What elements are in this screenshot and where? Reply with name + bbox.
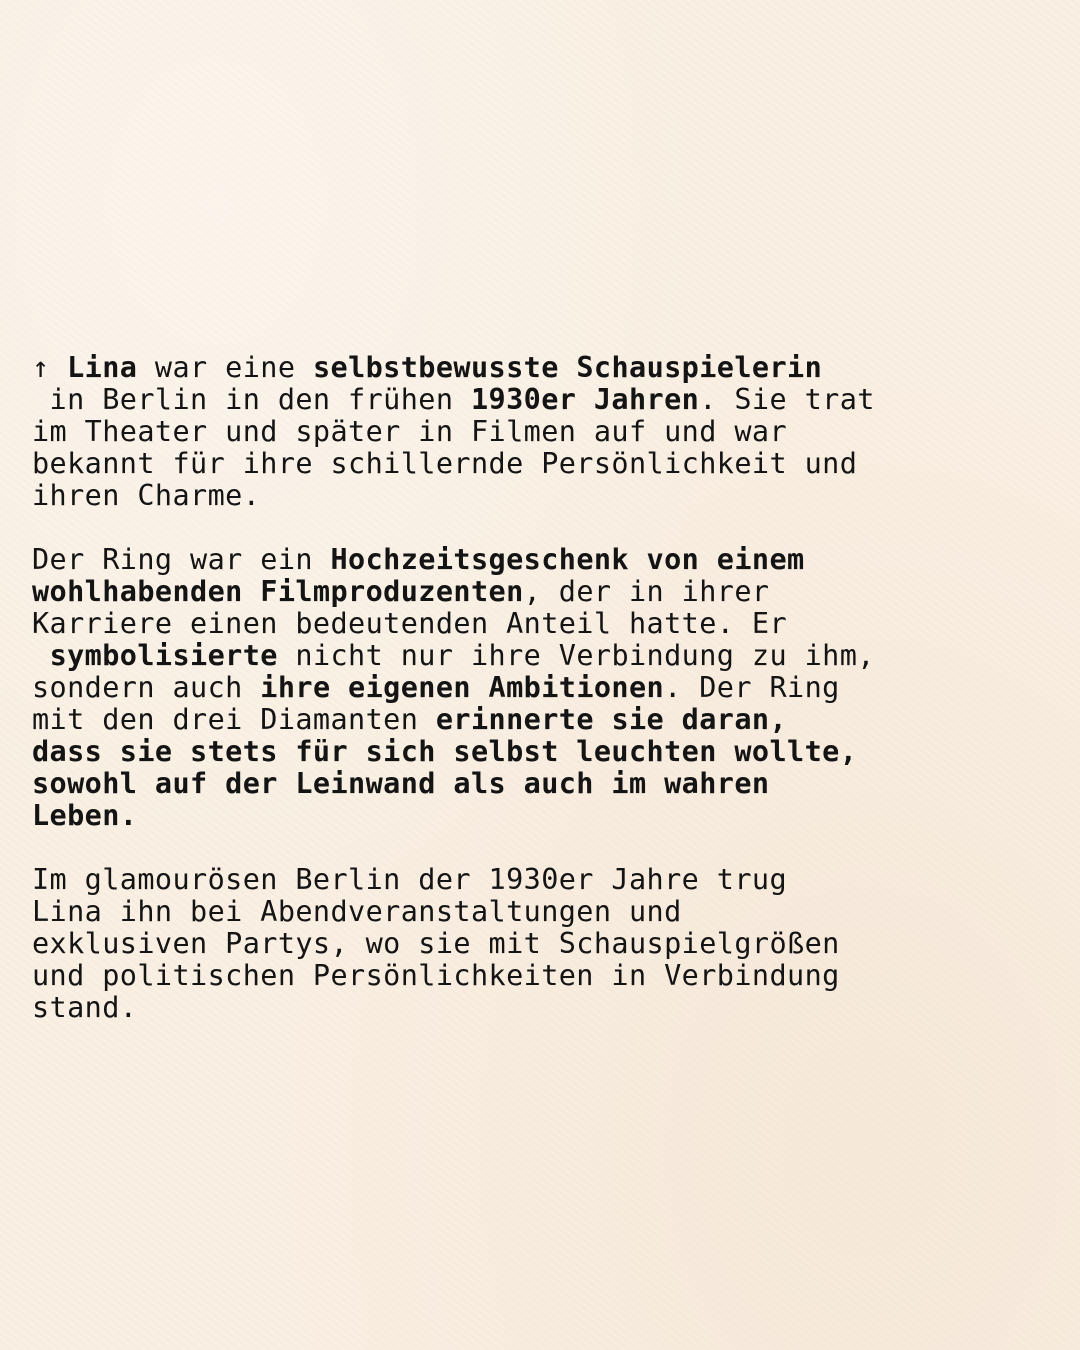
- text-run: . Sie trat: [699, 383, 875, 416]
- text-line: [32, 800, 1042, 832]
- text-run: und politischen Persönlichkeiten in Verbindung: [32, 959, 840, 992]
- text-line: [32, 992, 1042, 1024]
- paragraph-1: [32, 352, 1042, 512]
- text-run: mit den drei Diamanten: [32, 703, 436, 736]
- text-run: bekannt für ihre schillernde Persönlichkeit und: [32, 447, 858, 480]
- bold-text: erinnerte sie daran,: [435, 703, 788, 736]
- text-line: [32, 352, 1042, 384]
- text-line: [32, 384, 1042, 416]
- text-line: [32, 736, 1042, 768]
- bold-text: Lina: [67, 351, 138, 384]
- bold-text: Hochzeitsgeschenk von einem: [330, 543, 805, 576]
- bold-text: wohlhabenden Filmproduzenten: [32, 575, 524, 608]
- bold-text: sowohl auf der Leinwand als auch im wahren: [32, 767, 770, 800]
- bold-text: symbolisierte: [49, 639, 278, 672]
- text-run: Lina ihn bei Abendveranstaltungen und: [32, 895, 682, 928]
- text-line: [32, 576, 1042, 608]
- text-run: in Berlin in den frühen: [32, 383, 471, 416]
- text-line: [32, 480, 1042, 512]
- text-line: [32, 608, 1042, 640]
- text-line: [32, 896, 1042, 928]
- text-run: sondern auch: [32, 671, 261, 704]
- text-line: [32, 544, 1042, 576]
- text-line: [32, 960, 1042, 992]
- text-line: [32, 672, 1042, 704]
- bold-text: 1930er Jahren: [470, 383, 700, 416]
- story-text: [32, 352, 1042, 1056]
- text-run: stand.: [32, 991, 138, 1024]
- text-line: [32, 416, 1042, 448]
- bold-text: ihre eigenen Ambitionen: [260, 671, 665, 704]
- text-run: Karriere einen bedeutenden Anteil hatte. Er: [32, 607, 788, 640]
- text-line: [32, 864, 1042, 896]
- text-line: [32, 704, 1042, 736]
- text-run: im Theater und später in Filmen auf und war: [32, 415, 788, 448]
- text-run: . Der Ring: [664, 671, 840, 704]
- paragraph-3: [32, 864, 1042, 1024]
- bold-text: Leben.: [32, 799, 138, 832]
- text-line: [32, 448, 1042, 480]
- text-run: Im glamourösen Berlin der 1930er Jahre trug: [32, 863, 788, 896]
- text-run: ihren Charme.: [32, 479, 261, 512]
- text-line: [32, 640, 1042, 672]
- text-run: Der Ring war ein: [32, 543, 331, 576]
- text-line: [32, 768, 1042, 800]
- text-run: war eine: [137, 351, 313, 384]
- bold-text: selbstbewusste Schauspielerin: [312, 351, 823, 384]
- bold-text: dass sie stets für sich selbst leuchten wollte,: [32, 735, 858, 768]
- text-run: , der in ihrer: [523, 575, 770, 608]
- text-line: [32, 928, 1042, 960]
- text-run: nicht nur ihre Verbindung zu ihm,: [277, 639, 875, 672]
- text-run: ↑: [32, 351, 68, 384]
- text-run: [32, 639, 50, 672]
- paragraph-2: [32, 544, 1042, 832]
- text-run: exklusiven Partys, wo sie mit Schauspielgrößen: [32, 927, 840, 960]
